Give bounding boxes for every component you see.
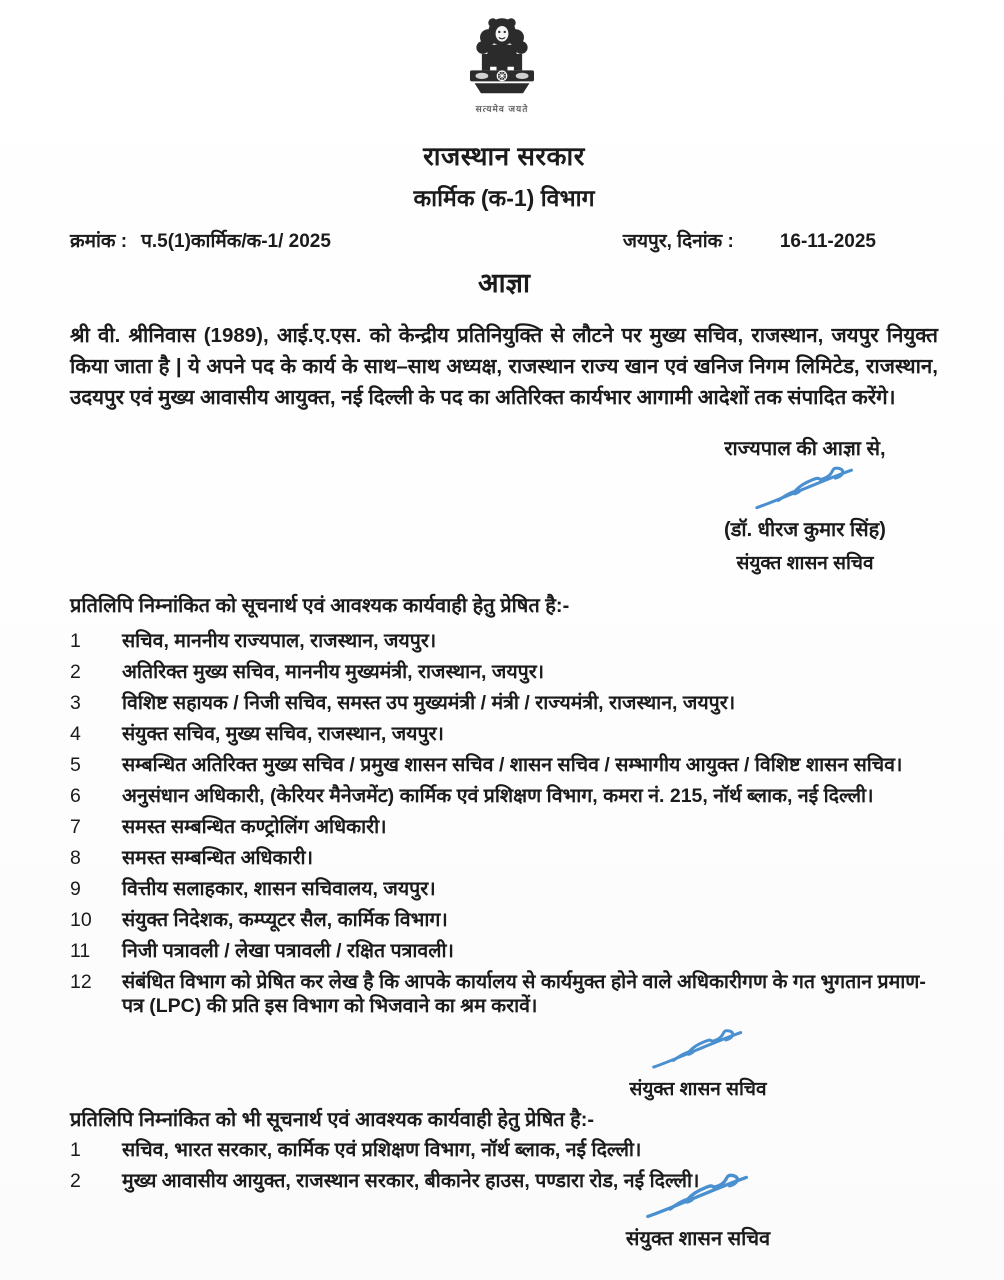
item-text: निजी पत्रावली / लेखा पत्रावली / रक्षित पत्रावली।	[122, 939, 454, 962]
list-item	[70, 877, 938, 901]
item-number: 2	[70, 1169, 81, 1192]
item-number: 11	[70, 939, 91, 962]
place-date-label: जयपुर, दिनांक :	[622, 231, 734, 252]
item-text: मुख्य आवासीय आयुक्त, राजस्थान सरकार, बीकानेर हाउस, पण्डारा रोड, नई दिल्ली।	[122, 1169, 700, 1192]
item-text: सचिव, भारत सरकार, कार्मिक एवं प्रशिक्षण विभाग, नॉर्थ ब्लाक, नई दिल्ली।	[122, 1138, 642, 1161]
reference-row	[70, 227, 938, 253]
list-item	[70, 753, 938, 777]
cc-list-2-heading: प्रतिलिपि निम्नांकित को भी सूचनार्थ एवं आवश्यक कार्यवाही हेतु प्रेषित है:-	[70, 1108, 595, 1131]
emblem-section	[0, 10, 1004, 115]
item-text: संयुक्त निदेशक, कम्प्यूटर सैल, कार्मिक विभाग।	[122, 908, 448, 931]
government-title: राजस्थान सरकार	[423, 141, 585, 171]
list-item	[70, 629, 938, 653]
item-number: 8	[70, 846, 81, 869]
order-heading: आज्ञा	[478, 268, 530, 298]
order-date: 16-11-2025	[779, 231, 876, 252]
signature-ink-icon	[639, 1170, 757, 1222]
cc-list	[70, 629, 938, 1018]
item-number: 10	[70, 908, 92, 931]
item-text: संयुक्त सचिव, मुख्य सचिव, राजस्थान, जयपुर।	[122, 722, 444, 745]
item-number: 1	[70, 1138, 81, 1161]
list-item	[70, 1138, 938, 1162]
list-item	[70, 970, 938, 1018]
item-number: 12	[70, 970, 92, 993]
item-number: 6	[70, 784, 81, 807]
item-number: 1	[70, 629, 81, 652]
list-item	[70, 846, 938, 870]
national-emblem-icon	[456, 10, 548, 96]
signatory-designation: संयुक्त शासन सचिव	[736, 552, 874, 574]
item-text: सम्बन्धित अतिरिक्त मुख्य सचिव / प्रमुख शासन सचिव / शासन सचिव / सम्भागीय आयुक्त / विशिष्ट शासन सचिव।	[122, 753, 903, 776]
list-item	[70, 722, 938, 746]
list-item	[70, 660, 938, 684]
item-text: सचिव, माननीय राज्यपाल, राजस्थान, जयपुर।	[122, 629, 437, 652]
cc-list-2	[70, 1138, 938, 1193]
signature-ink-icon	[646, 1026, 750, 1072]
order-body-paragraph: श्री वी. श्रीनिवास (1989), आई.ए.एस. को केन्द्रीय प्रतिनियुक्ति से लौटने पर मुख्य सचिव, राजस्थान, जयपुर नियुक्त किया जाता है | ये अपने पद के कार्य के साथ–साथ अध्यक्ष, राजस्थान राज्य खान एवं खनिज निगम लिमिटेड, राजस्थान, उदयपुर एवं मुख्य आवासीय आयुक्त, नई दिल्ली के पद का अतिरिक्त कार्यभार आगामी आदेशों तक संपादित करेंगे।	[70, 324, 938, 409]
item-number: 2	[70, 660, 81, 683]
department-title: कार्मिक (क-1) विभाग	[413, 185, 595, 211]
list-item	[70, 784, 938, 808]
signatory-designation: संयुक्त शासन सचिव	[625, 1227, 771, 1250]
list-item	[70, 815, 938, 839]
item-text: संबंधित विभाग को प्रेषित कर लेख है कि आपके कार्यालय से कार्यमुक्त होने वाले अधिकारीगण के गत भुगतान प्रमाण-पत्र (LPC) की प्रति इस विभाग को भिजवाने का श्रम करावें।	[122, 970, 926, 1017]
list-item	[70, 1169, 938, 1193]
emblem-motto: सत्यमेव जयते	[475, 104, 529, 114]
item-text: विशिष्ट सहायक / निजी सचिव, समस्त उप मुख्यमंत्री / मंत्री / राज्यमंत्री, राजस्थान, जयपुर।	[122, 691, 736, 714]
item-number: 5	[70, 753, 81, 776]
item-number: 9	[70, 877, 81, 900]
list-item	[70, 939, 938, 963]
reference-number-group	[70, 227, 331, 253]
item-number: 4	[70, 722, 81, 745]
list-item	[70, 908, 938, 932]
signatory-designation: संयुक्त शासन सचिव	[629, 1078, 767, 1100]
item-text: समस्त सम्बन्धित अधिकारी।	[122, 846, 313, 869]
place-date-group	[623, 227, 938, 253]
item-text: अतिरिक्त मुख्य सचिव, माननीय मुख्यमंत्री, राजस्थान, जयपुर।	[122, 660, 545, 683]
signature-block-secondary	[603, 1026, 793, 1101]
item-number: 3	[70, 691, 81, 714]
reference-number: प.5(1)कार्मिक/क-1/ 2025	[141, 231, 331, 252]
by-order-line: राज्यपाल की आज्ञा से,	[724, 437, 886, 460]
reference-label: क्रमांक :	[70, 231, 128, 252]
cc-list-heading: प्रतिलिपि निम्नांकित को सूचनार्थ एवं आवश्यक कार्यवाही हेतु प्रेषित है:-	[70, 594, 570, 617]
signature-block-bottom	[598, 1170, 798, 1251]
document-content	[0, 137, 1004, 1251]
item-text: अनुसंधान अधिकारी, (केरियर मैनेजमेंट) कार्मिक एवं प्रशिक्षण विभाग, कमरा नं. 215, नॉर्थ ब्लाक, नई दिल्ली।	[122, 784, 874, 807]
signature-ink-icon	[747, 463, 863, 513]
list-item	[70, 691, 938, 715]
item-text: समस्त सम्बन्धित कण्ट्रोलिंग अधिकारी।	[122, 815, 387, 838]
signature-block-primary	[655, 434, 955, 575]
item-text: वित्तीय सलाहकार, शासन सचिवालय, जयपुर।	[122, 877, 436, 900]
item-number: 7	[70, 815, 81, 838]
signatory-name: (डॉ. धीरज कुमार सिंह)	[724, 518, 886, 541]
